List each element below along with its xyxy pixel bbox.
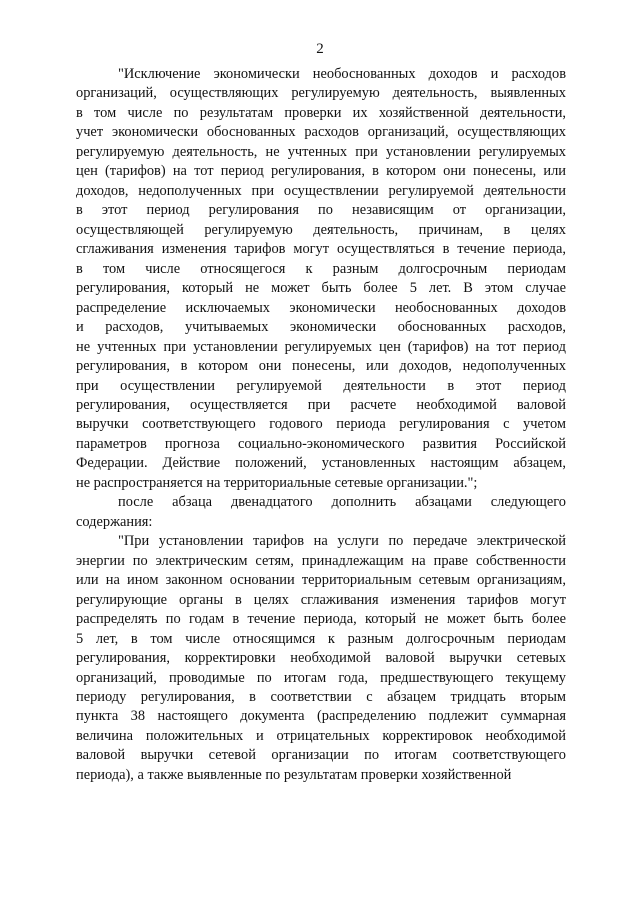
text-line: не распространяется на территориальные сетевые организации."; bbox=[76, 474, 478, 491]
text-line: регулирующие органы в целях сглаживания изменения тарифов могут bbox=[76, 591, 566, 608]
text-line: не учтенных при установлении регулируемых цен (тарифов) на тот период bbox=[76, 338, 566, 355]
page-number: 2 bbox=[316, 41, 324, 57]
text-line: при осуществлении регулируемой деятельности в этот период bbox=[76, 377, 566, 394]
text-line: или на ином законном основании территориальным сетевым организациям, bbox=[76, 572, 566, 589]
text-line: распределять по годам в течение периода, который не может быть более bbox=[76, 611, 566, 628]
text-line: величина положительных и отрицательных корректировок необходимой bbox=[76, 727, 566, 744]
text-line: "При установлении тарифов на услуги по передаче электрической bbox=[118, 533, 566, 550]
text-line: периода), а также выявленные по результатам проверки хозяйственной bbox=[76, 766, 512, 783]
paragraph bbox=[76, 532, 566, 785]
text-line: "Исключение экономически необоснованных доходов и расходов bbox=[118, 66, 566, 82]
text-line: параметров прогноза социально-экономического развития Российской bbox=[76, 435, 566, 452]
text-line: распределение исключаемых экономически необоснованных доходов bbox=[76, 299, 566, 316]
text-line: содержания: bbox=[76, 513, 153, 530]
text-line: цен (тарифов) на тот период регулирования, в котором они понесены, или bbox=[76, 163, 566, 180]
text-line: 5 лет, в том числе относящимся к разным долгосрочным периодам bbox=[76, 630, 566, 647]
text-line: учет экономически обоснованных расходов организаций, осуществляющих bbox=[76, 124, 566, 141]
document-body bbox=[76, 65, 566, 785]
text-line: в том числе по результатам проверки их хозяйственной деятельности, bbox=[76, 104, 566, 121]
text-line: в этот период регулирования по независящим от организации, bbox=[76, 202, 566, 219]
text-line: периоду регулирования, в соответствии с абзацем тридцать вторым bbox=[76, 689, 566, 705]
paragraph bbox=[76, 65, 566, 493]
paragraph bbox=[76, 493, 566, 532]
text-line: и расходов, учитываемых экономически обоснованных расходов, bbox=[76, 319, 566, 336]
text-line: энергии по электрическим сетям, принадлежащим на праве собственности bbox=[76, 552, 566, 569]
text-line: выручки соответствующего годового периода регулирования с учетом bbox=[76, 416, 566, 433]
text-line: регулируемую деятельность, не учтенных при установлении регулируемых bbox=[76, 143, 566, 160]
text-line: регулирования, корректировки необходимой валовой выручки сетевых bbox=[76, 650, 566, 667]
text-line: организаций, осуществляющих регулируемую деятельность, выявленных bbox=[76, 85, 566, 102]
text-line: доходов, недополученных при осуществлении регулируемой деятельности bbox=[76, 182, 566, 199]
text-line: Федерации. Действие положений, установленных настоящим абзацем, bbox=[76, 455, 566, 472]
text-line: в том числе относящегося к разным долгосрочным периодам bbox=[76, 260, 566, 277]
text-line: пункта 38 настоящего документа (распределению подлежит суммарная bbox=[76, 708, 566, 725]
text-line: регулирования, в котором они понесены, или доходов, недополученных bbox=[76, 358, 566, 375]
text-line: регулирования, осуществляется при расчете необходимой валовой bbox=[76, 396, 566, 413]
text-line: организаций, проводимые по итогам года, предшествующего текущему bbox=[76, 669, 566, 686]
text-line: осуществляющей регулируемую деятельность, причинам, в целях bbox=[76, 221, 566, 238]
text-line: сглаживания изменения тарифов могут осуществляться в течение периода, bbox=[76, 241, 566, 258]
text-line: валовой выручки сетевой организации по итогам соответствующего bbox=[76, 747, 566, 764]
text-line: после абзаца двенадцатого дополнить абзацами следующего bbox=[118, 494, 566, 511]
text-line: регулирования, который не может быть более 5 лет. В этом случае bbox=[76, 280, 566, 297]
